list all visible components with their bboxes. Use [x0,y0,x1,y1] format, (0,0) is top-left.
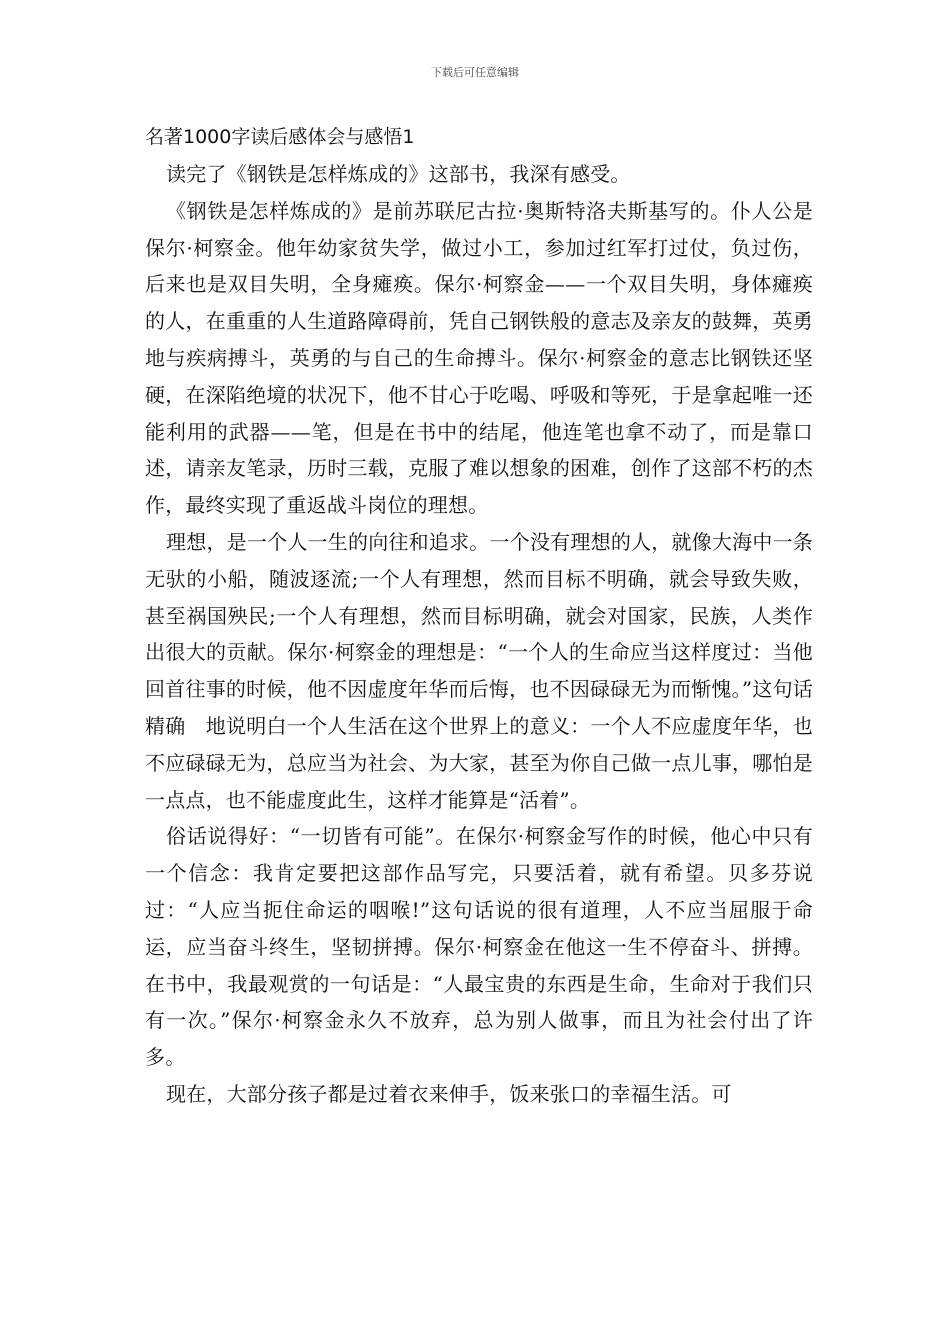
paragraph-ideals: 理想，是一个人一生的向往和追求。一个没有理想的人，就像大海中一条无驮的小船，随波逐流;一个人有理想，然而目标不明确，就会导致失败，甚至祸国殃民;一个人有理想，然而目标明确，就会对国家，民族，人类作出很大的贡献。保尔·柯察金的理想是：“一个人的生命应当这样度过：当他回首往事的时候，他不因虚度年华而后悔，也不因碌碌无为而惭愧。”这句话精确 地说明白一个人生活在这个世界上的意义：一个人不应虚度年华，也不应碌碌无为，总应当为社会、为大家，甚至为你自己做一点儿事，哪怕是一点点，也不能虚度此生，这样才能算是“活着”。 [145,529,813,812]
page-header-note: 下载后可任意编辑 [431,66,519,79]
document-title: 名著1000字读后感体会与感悟1 [145,126,415,148]
document-body [145,122,813,1113]
paragraph-perseverance: 俗话说得好：“一切皆有可能”。在保尔·柯察金写作的时候，他心中只有一个信念：我肯定要把这部作品写完，只要活着，就有希望。贝多芬说过：“人应当扼住命运的咽喉!”这句话说的很有道理，人不应当屈服于命运，应当奋斗终生，坚韧拼搏。保尔·柯察金在他这一生不停奋斗、拼搏。在书中，我最观赏的一句话是：“人最宝贵的东西是生命，生命对于我们只有一次。”保尔·柯察金永久不放弃，总为别人做事，而且为社会付出了许多。 [145,824,813,1070]
paragraph-book-summary: 《钢铁是怎样炼成的》是前苏联尼古拉·奥斯特洛夫斯基写的。仆人公是保尔·柯察金。他年幼家贫失学，做过小工，参加过红军打过仗，负过伤，后来也是双目失明，全身瘫痪。保尔·柯察金——一个双目失明，身体瘫痪的人，在重重的人生道路障碍前，凭自己钢铁般的意志及亲友的鼓舞，英勇地与疾病搏斗，英勇的与自己的生命搏斗。保尔·柯察金的意志比钢铁还坚硬，在深陷绝境的状况下，他不甘心于吃喝、呼吸和等死，于是拿起唯一还能利用的武器——笔，但是在书中的结尾，他连笔也拿不动了，而是靠口述，请亲友笔录，历时三载，克服了难以想象的困难，创作了这部不朽的杰作，最终实现了重返战斗岗位的理想。 [145,198,813,518]
paragraph-intro: 读完了《钢铁是怎样炼成的》这部书，我深有感受。 [166,162,631,186]
paragraph-today: 现在，大部分孩子都是过着衣来伸手，饭来张口的幸福生活。可 [166,1081,732,1106]
